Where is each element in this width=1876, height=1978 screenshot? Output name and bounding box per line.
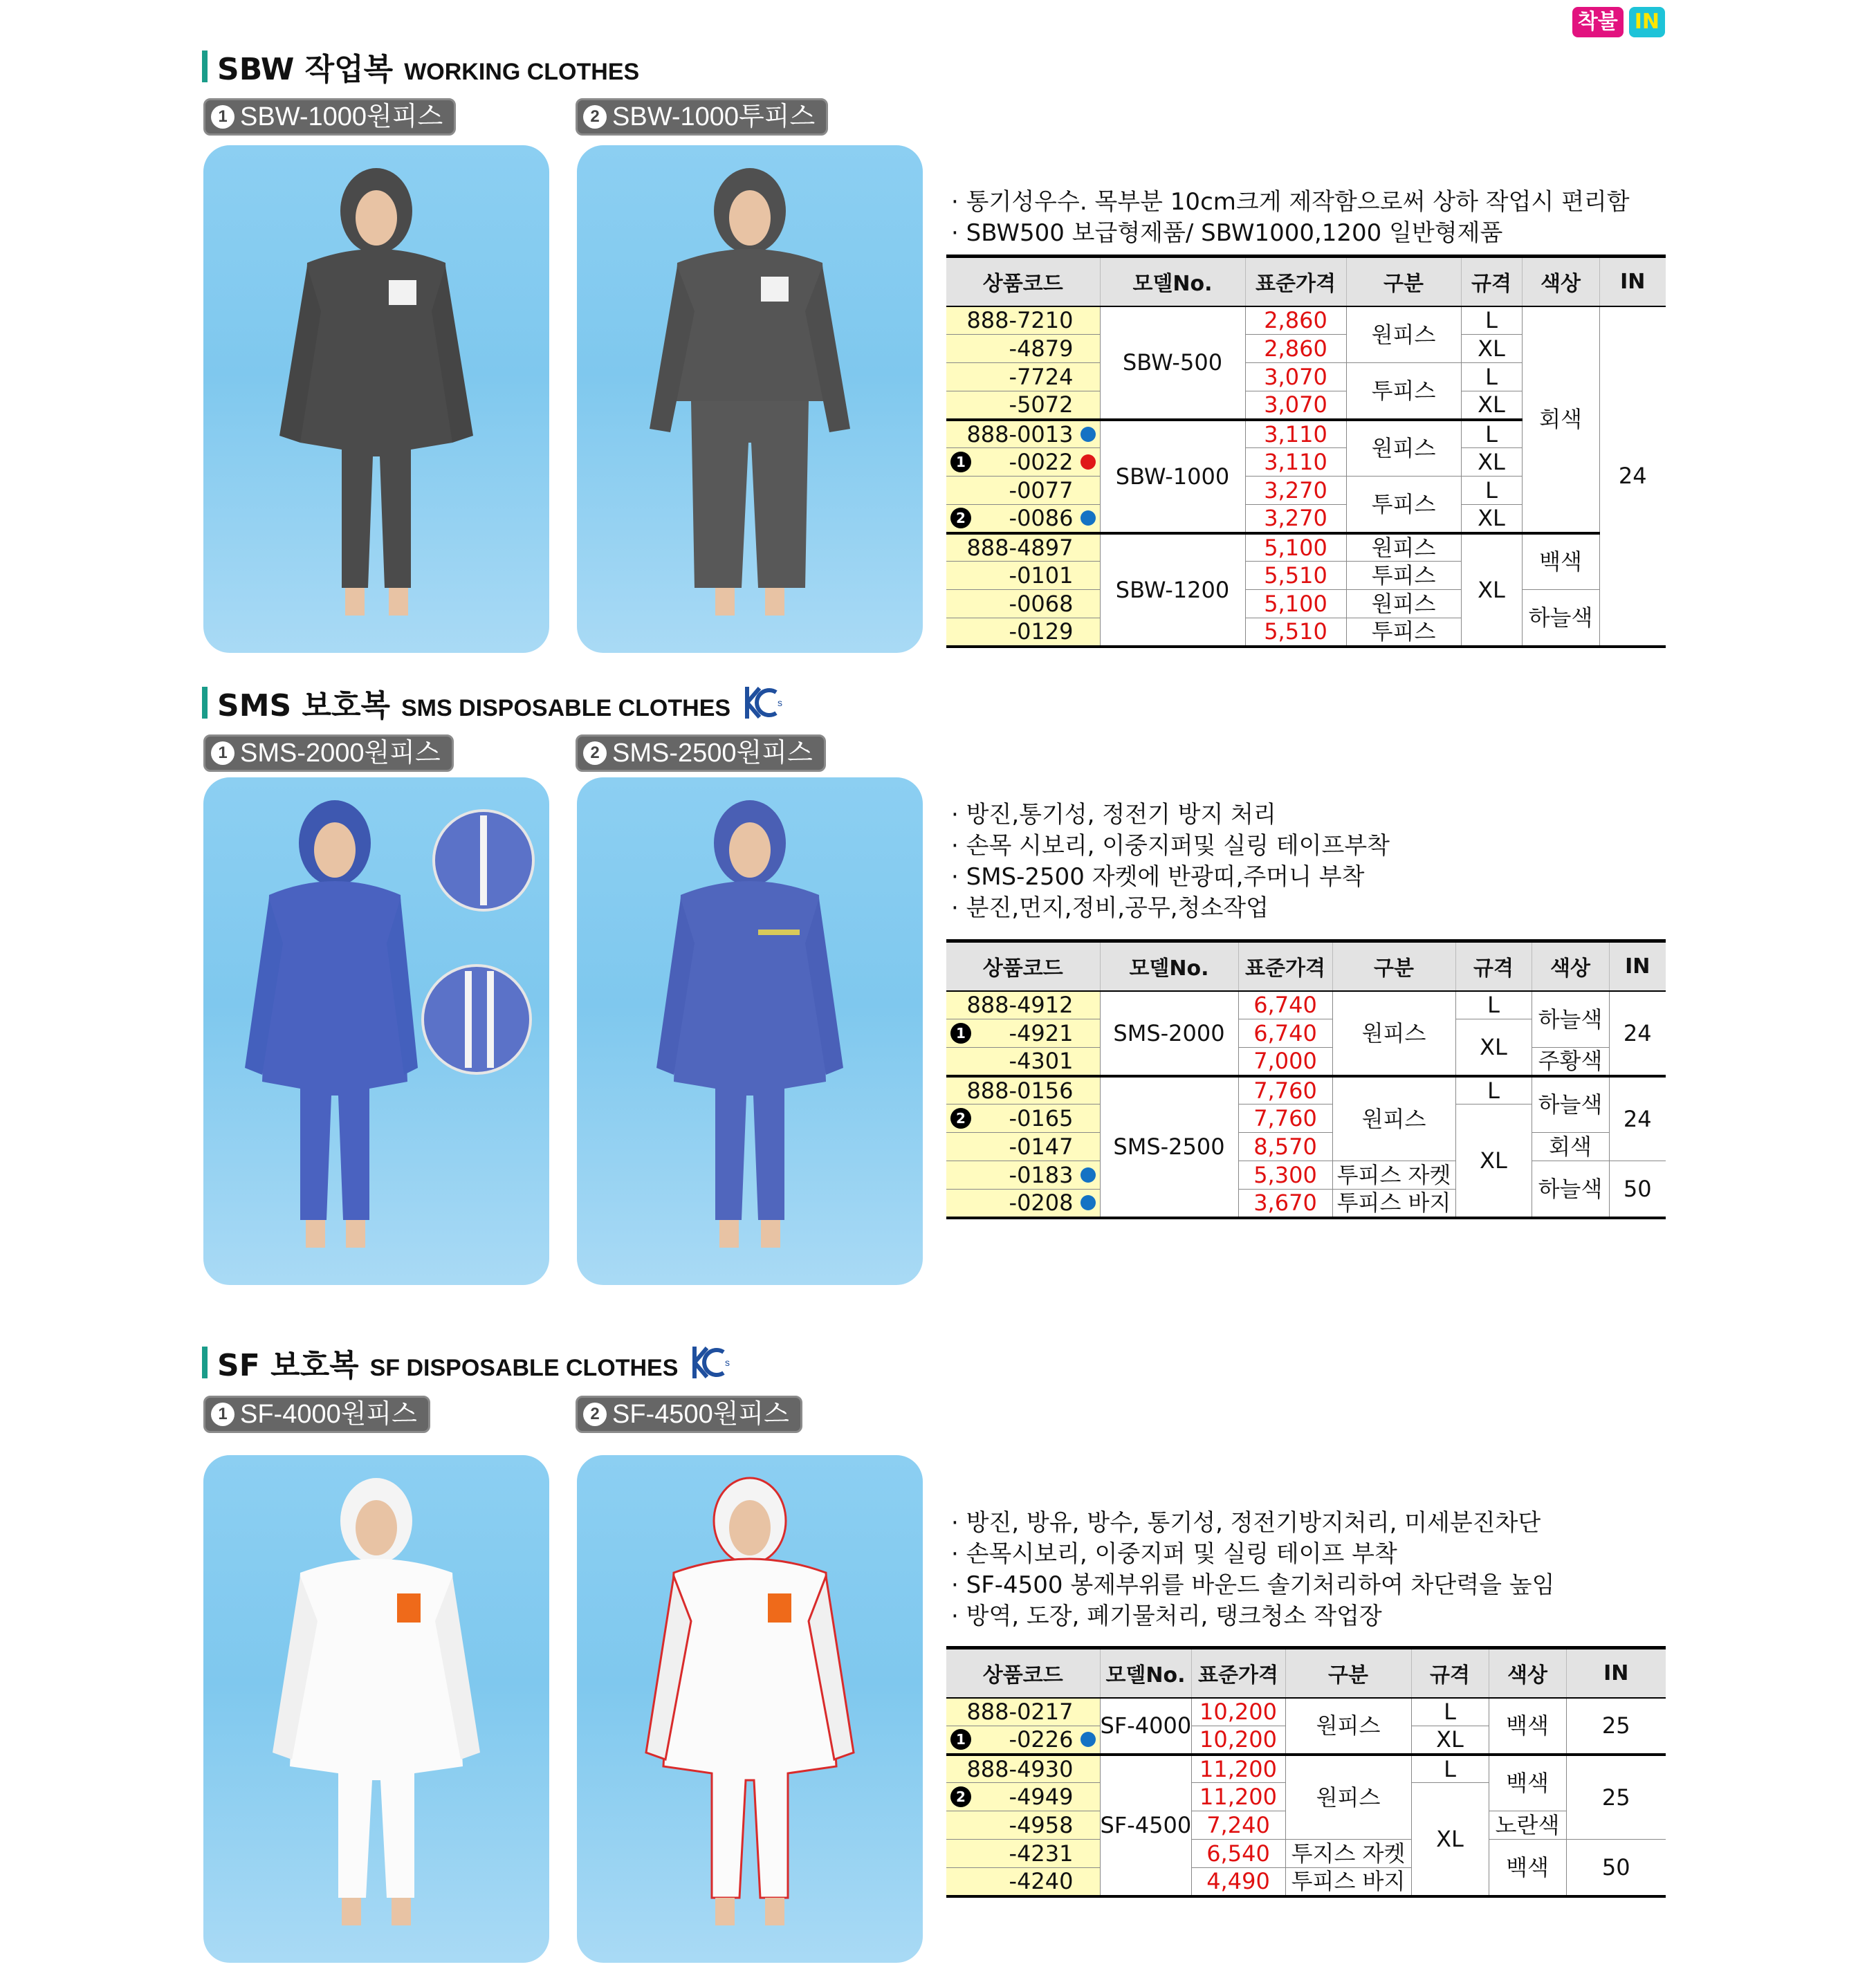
model-cell: SBW-1000 — [1100, 420, 1245, 533]
size-cell: L — [1455, 991, 1532, 1019]
kcs-certification-icon — [690, 1342, 733, 1383]
header-price: 표준가격 — [1238, 941, 1332, 991]
code-cell: 888-4912 — [946, 991, 1100, 1019]
product-label-text: SF-4000원피스 — [240, 1400, 417, 1429]
price-cell: 3,110 — [1245, 448, 1346, 477]
size-cell: L — [1461, 306, 1522, 335]
product-label-1 — [203, 98, 456, 136]
type-cell: 원피스 — [1332, 991, 1455, 1076]
type-cell: 원피스 — [1346, 306, 1461, 363]
cod-badge: 착불 — [1572, 7, 1624, 37]
type-cell: 투피스 자켓 — [1332, 1161, 1455, 1190]
code-text: -0022 — [1009, 449, 1074, 475]
price-cell: 5,300 — [1238, 1161, 1332, 1190]
price-cell: 10,200 — [1191, 1698, 1285, 1726]
code-cell: -5072 — [946, 391, 1100, 420]
color-cell: 회색 — [1522, 306, 1599, 533]
coverall-white-red-seam-illustration — [577, 1455, 923, 1963]
size-cell: XL — [1455, 1019, 1532, 1076]
price-cell: 11,200 — [1191, 1783, 1285, 1811]
header-size: 규격 — [1411, 1648, 1489, 1698]
model-cell: SMS-2000 — [1100, 991, 1238, 1076]
price-cell: 3,110 — [1245, 420, 1346, 448]
size-cell: XL — [1455, 1104, 1532, 1218]
number-marker: 1 — [211, 1403, 234, 1426]
code-cell: -0147 — [946, 1133, 1100, 1161]
section-title-en: WORKING CLOTHES — [404, 59, 640, 85]
code-cell — [946, 1783, 1100, 1811]
spec-table-sms — [946, 939, 1666, 1219]
price-cell: 2,860 — [1245, 306, 1346, 335]
header-size: 규격 — [1455, 941, 1532, 991]
header-model: 모델No. — [1100, 1648, 1191, 1698]
product-label-text: SF-4500원피스 — [612, 1400, 789, 1429]
header-price: 표준가격 — [1191, 1648, 1285, 1698]
blue-dot-icon — [1080, 1167, 1096, 1183]
size-cell: L — [1411, 1698, 1489, 1726]
number-marker: 2 — [950, 1786, 971, 1807]
color-cell: 하늘색 — [1532, 1076, 1609, 1133]
code-cell: -0101 — [946, 562, 1100, 590]
type-cell: 투피스 — [1346, 477, 1461, 533]
price-cell: 3,070 — [1245, 391, 1346, 420]
price-cell: 10,200 — [1191, 1726, 1285, 1755]
number-marker: 2 — [583, 1403, 607, 1426]
table-row — [946, 306, 1666, 335]
product-photo-sf-4000 — [203, 1455, 549, 1963]
table-row — [946, 1755, 1666, 1783]
code-cell: 888-4930 — [946, 1755, 1100, 1783]
section-title-sbw — [202, 44, 639, 89]
color-cell: 노란색 — [1489, 1811, 1566, 1840]
size-cell: L — [1461, 363, 1522, 391]
color-cell: 백색 — [1522, 533, 1599, 590]
model-cell: SF-4000 — [1100, 1698, 1191, 1755]
product-photo-sbw-1000-onepiece — [203, 145, 549, 653]
code-cell: -4240 — [946, 1868, 1100, 1896]
header-color: 색상 — [1522, 257, 1599, 306]
kcs-certification-icon — [743, 683, 786, 723]
title-bar — [202, 1347, 208, 1378]
code-cell: -0077 — [946, 477, 1100, 505]
type-cell: 투피스 — [1346, 363, 1461, 420]
code-cell: 888-4897 — [946, 533, 1100, 562]
table-header-row — [946, 257, 1666, 306]
code-cell: 888-0217 — [946, 1698, 1100, 1726]
table-header-row — [946, 1648, 1666, 1698]
price-cell: 5,510 — [1245, 618, 1346, 647]
price-cell: 5,100 — [1245, 590, 1346, 618]
header-in: IN — [1566, 1648, 1666, 1698]
section-title-en: SMS DISPOSABLE CLOTHES — [401, 695, 731, 721]
product-photo-sms-2500 — [577, 777, 923, 1285]
type-cell: 투지스 자켓 — [1285, 1840, 1411, 1868]
price-cell: 4,490 — [1191, 1868, 1285, 1896]
code-cell: -4879 — [946, 335, 1100, 363]
code-cell — [946, 1104, 1100, 1133]
size-cell: L — [1461, 477, 1522, 505]
title-bar — [202, 687, 208, 719]
title-bar — [202, 50, 208, 82]
in-cell: 24 — [1599, 306, 1666, 647]
section-title-kr: SMS 보호복 — [217, 688, 390, 723]
bullets-sf — [951, 1508, 1554, 1632]
number-marker: 1 — [211, 105, 234, 129]
model-cell: SBW-500 — [1100, 306, 1245, 420]
size-cell: XL — [1461, 335, 1522, 363]
code-cell: -4231 — [946, 1840, 1100, 1868]
header-color: 색상 — [1489, 1648, 1566, 1698]
code-text: -4921 — [1009, 1020, 1074, 1046]
section-title-kr: SF 보호복 — [217, 1348, 359, 1383]
code-cell — [946, 505, 1100, 533]
code-cell — [946, 448, 1100, 477]
table-row — [946, 533, 1666, 562]
price-cell: 7,760 — [1238, 1104, 1332, 1133]
number-marker: 1 — [950, 1023, 971, 1044]
code-text: -4949 — [1009, 1784, 1074, 1810]
price-cell: 3,670 — [1238, 1190, 1332, 1218]
type-cell: 투피스 바지 — [1285, 1868, 1411, 1896]
code-text: -0226 — [1009, 1726, 1074, 1753]
table-row — [946, 1698, 1666, 1726]
price-cell: 7,240 — [1191, 1811, 1285, 1840]
section-title-kr: SBW 작업복 — [217, 52, 394, 87]
type-cell: 원피스 — [1346, 420, 1461, 477]
price-cell: 5,100 — [1245, 533, 1346, 562]
in-cell: 24 — [1609, 991, 1666, 1076]
bullet-item: · 분진,먼지,정비,공무,청소작업 — [951, 893, 1390, 924]
product-label-text: SBW-1000원피스 — [240, 102, 443, 131]
code-cell: 888-7210 — [946, 306, 1100, 335]
header-color: 색상 — [1532, 941, 1609, 991]
table-row — [946, 1133, 1666, 1161]
kcs-mark-text: s — [725, 1357, 730, 1368]
model-cell: SMS-2500 — [1100, 1076, 1238, 1218]
number-marker: 2 — [950, 1108, 971, 1129]
header-in: IN — [1609, 941, 1666, 991]
coverall-gray-illustration — [203, 145, 549, 653]
header-price: 표준가격 — [1245, 257, 1346, 306]
product-label-text: SMS-2000원피스 — [240, 739, 441, 768]
price-cell: 3,270 — [1245, 477, 1346, 505]
coverall-blue-illustration — [577, 777, 923, 1285]
code-cell — [946, 1726, 1100, 1755]
size-cell: XL — [1411, 1726, 1489, 1755]
bullet-item: · 손목시보리, 이중지퍼 및 실링 테이프 부착 — [951, 1539, 1554, 1570]
spec-table-sbw — [946, 255, 1666, 648]
price-cell: 6,540 — [1191, 1840, 1285, 1868]
size-cell: XL — [1411, 1783, 1489, 1896]
header-model: 모델No. — [1100, 941, 1238, 991]
header-type: 구분 — [1346, 257, 1461, 306]
table-row — [946, 590, 1666, 618]
product-photo-sbw-1000-twopiece — [577, 145, 923, 653]
two-piece-gray-illustration — [577, 145, 923, 653]
bullets-sms — [951, 799, 1390, 924]
table-row — [946, 991, 1666, 1019]
number-marker: 1 — [211, 741, 234, 765]
price-cell: 6,740 — [1238, 991, 1332, 1019]
model-cell: SBW-1200 — [1100, 533, 1245, 647]
code-cell — [946, 420, 1100, 448]
number-marker: 2 — [583, 105, 607, 129]
code-cell: -0129 — [946, 618, 1100, 647]
coverall-white-illustration — [203, 1455, 549, 1963]
price-cell: 2,860 — [1245, 335, 1346, 363]
blue-dot-icon — [1080, 510, 1096, 526]
color-cell: 하늘색 — [1522, 590, 1599, 647]
price-cell: 3,270 — [1245, 505, 1346, 533]
product-label-1 — [203, 1396, 430, 1433]
product-photo-sms-2000 — [203, 777, 549, 1285]
code-text: -0086 — [1009, 505, 1074, 532]
section-title-sf — [202, 1340, 733, 1385]
section-title-en: SF DISPOSABLE CLOTHES — [369, 1355, 679, 1381]
code-cell — [946, 1190, 1100, 1218]
price-cell: 7,000 — [1238, 1048, 1332, 1076]
price-cell: 11,200 — [1191, 1755, 1285, 1783]
bullet-item: · SBW500 보급형제품/ SBW1000,1200 일반형제품 — [951, 218, 1630, 249]
color-cell: 백색 — [1489, 1698, 1566, 1755]
header-size: 규격 — [1461, 257, 1522, 306]
size-cell: L — [1461, 420, 1522, 448]
code-cell — [946, 1161, 1100, 1190]
header-model: 모델No. — [1100, 257, 1245, 306]
code-text: 888-0013 — [966, 420, 1074, 447]
header-code: 상품코드 — [946, 941, 1100, 991]
bullet-item: · SMS-2500 자켓에 반광띠,주머니 부착 — [951, 862, 1390, 893]
size-cell: XL — [1461, 505, 1522, 533]
product-label-2 — [576, 734, 826, 772]
size-cell: XL — [1461, 448, 1522, 477]
table-row — [946, 1048, 1666, 1076]
code-cell: 888-0156 — [946, 1076, 1100, 1104]
table-row — [946, 1840, 1666, 1868]
color-cell: 하늘색 — [1532, 1161, 1609, 1218]
bullet-item: · 방역, 도장, 폐기물처리, 탱크청소 작업장 — [951, 1601, 1554, 1632]
blue-dot-icon — [1080, 1195, 1096, 1210]
header-type: 구분 — [1285, 1648, 1411, 1698]
number-marker: 2 — [950, 508, 971, 528]
in-cell: 25 — [1566, 1698, 1666, 1755]
coverall-blue-illustration — [203, 777, 549, 1285]
code-text: -0183 — [1009, 1162, 1074, 1188]
bullet-item: · 손목 시보리, 이중지퍼및 실링 테이프부착 — [951, 831, 1390, 862]
header-in: IN — [1599, 257, 1666, 306]
product-label-2 — [576, 1396, 802, 1433]
blue-dot-icon — [1080, 427, 1096, 442]
header-code: 상품코드 — [946, 257, 1100, 306]
in-badge: IN — [1629, 7, 1665, 37]
spec-table-sf — [946, 1646, 1666, 1898]
price-cell: 6,740 — [1238, 1019, 1332, 1048]
price-cell: 8,570 — [1238, 1133, 1332, 1161]
in-cell: 50 — [1566, 1840, 1666, 1896]
price-cell: 3,070 — [1245, 363, 1346, 391]
color-cell: 하늘색 — [1532, 991, 1609, 1048]
bullet-item: · 통기성우수. 목부분 10cm크게 제작함으로써 상하 작업시 편리함 — [951, 187, 1630, 218]
code-cell: -7724 — [946, 363, 1100, 391]
in-cell: 24 — [1609, 1076, 1666, 1161]
type-cell: 원피스 — [1332, 1076, 1455, 1161]
bullet-item: · 방진, 방유, 방수, 통기성, 정전기방지처리, 미세분진차단 — [951, 1508, 1554, 1539]
product-label-2 — [576, 98, 828, 136]
model-cell: SF-4500 — [1100, 1755, 1191, 1896]
product-label-1 — [203, 734, 454, 772]
size-cell: L — [1411, 1755, 1489, 1783]
product-label-text: SMS-2500원피스 — [612, 739, 813, 768]
number-marker: 1 — [950, 452, 971, 472]
red-dot-icon — [1080, 454, 1096, 470]
number-marker: 2 — [583, 741, 607, 765]
price-cell: 5,510 — [1245, 562, 1346, 590]
in-cell: 25 — [1566, 1755, 1666, 1840]
type-cell: 원피스 — [1346, 533, 1461, 562]
bullets-sbw — [951, 187, 1630, 249]
blue-dot-icon — [1080, 1732, 1096, 1747]
number-marker: 1 — [950, 1729, 971, 1750]
table-row — [946, 1076, 1666, 1104]
color-cell: 주황색 — [1532, 1048, 1609, 1076]
product-label-text: SBW-1000투피스 — [612, 102, 816, 131]
color-cell: 백색 — [1489, 1840, 1566, 1896]
header-badges — [1572, 7, 1665, 37]
size-cell: XL — [1461, 391, 1522, 420]
table-header-row — [946, 941, 1666, 991]
type-cell: 원피스 — [1285, 1698, 1411, 1755]
size-cell: XL — [1461, 533, 1522, 647]
header-code: 상품코드 — [946, 1648, 1100, 1698]
type-cell: 원피스 — [1346, 590, 1461, 618]
bullet-item: · 방진,통기성, 정전기 방지 처리 — [951, 799, 1390, 831]
type-cell: 원피스 — [1285, 1755, 1411, 1840]
product-photo-sf-4500 — [577, 1455, 923, 1963]
code-cell: -0068 — [946, 590, 1100, 618]
header-type: 구분 — [1332, 941, 1455, 991]
color-cell: 회색 — [1532, 1133, 1609, 1161]
code-cell: -4301 — [946, 1048, 1100, 1076]
size-cell: L — [1455, 1076, 1532, 1104]
type-cell: 투피스 바지 — [1332, 1190, 1455, 1218]
in-cell: 50 — [1609, 1161, 1666, 1218]
price-cell: 7,760 — [1238, 1076, 1332, 1104]
code-text: -0208 — [1009, 1190, 1074, 1217]
code-text: -0165 — [1009, 1105, 1074, 1131]
type-cell: 투피스 — [1346, 618, 1461, 647]
type-cell: 투피스 — [1346, 562, 1461, 590]
color-cell: 백색 — [1489, 1755, 1566, 1811]
section-title-sms — [202, 681, 786, 725]
kcs-mark-text: s — [778, 697, 783, 708]
code-cell — [946, 1019, 1100, 1048]
table-row — [946, 1161, 1666, 1190]
bullet-item: · SF-4500 봉제부위를 바운드 솔기처리하여 차단력을 높임 — [951, 1570, 1554, 1601]
code-cell: -4958 — [946, 1811, 1100, 1840]
